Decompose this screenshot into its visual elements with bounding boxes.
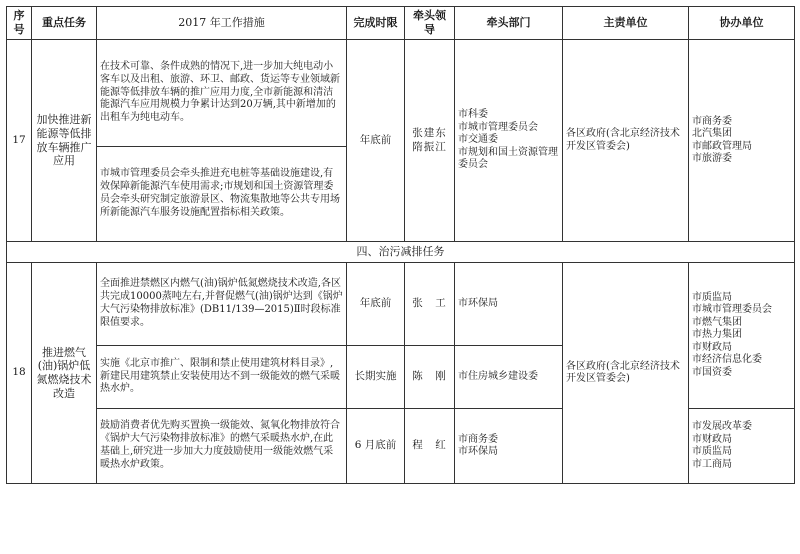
row-deadline: 年底前 (347, 263, 405, 346)
row-leader: 张建东 隋振江 (405, 40, 455, 242)
row-assist-unit: 市发展改革委 市财政局 市质监局 市工商局 (689, 409, 795, 484)
section-title: 四、治污减排任务 (7, 242, 795, 263)
row-deadline: 6 月底前 (347, 409, 405, 484)
header-seq: 序号 (7, 7, 32, 40)
header-measures: 2017 年工作措施 (97, 7, 347, 40)
header-deadline: 完成时限 (347, 7, 405, 40)
row-leader: 张 工 (405, 263, 455, 346)
row-lead-dept: 市环保局 (455, 263, 563, 346)
header-resp-unit: 主责单位 (563, 7, 689, 40)
row-deadline: 长期实施 (347, 346, 405, 409)
row-deadline: 年底前 (347, 40, 405, 242)
row-lead-dept: 市商务委 市环保局 (455, 409, 563, 484)
header-task: 重点任务 (32, 7, 97, 40)
row-task: 加快推进新能源等低排放车辆推广应用 (32, 40, 97, 242)
measure-text: 在技术可靠、条件成熟的情况下,进一步加大纯电动小客车以及出租、旅游、环卫、邮政、货运等专业领域新能源等低排放车辆的推广应用力度,全市新能源和清洁能源汽车应用规模力争累计达到20万辆,其中新增加的出租车为纯电动车。 (97, 40, 347, 147)
row-leader: 陈 刚 (405, 346, 455, 409)
header-row (7, 7, 795, 40)
measure-text: 市城市管理委员会牵头推进充电桩等基础设施建设,有效保障新能源汽车使用需求;市规划和国土资源管理委员会牵头研究制定旅游景区、物流集散地等公共专用场所新能源汽车服务设施配置指标相关政策。 (97, 147, 347, 242)
row-resp-unit: 各区政府(含北京经济技术开发区管委会) (563, 263, 689, 484)
measure-text: 实施《北京市推广、限制和禁止使用建筑材料目录》,新建民用建筑禁止安装使用达不到一级能效的燃气采暖热水炉。 (97, 346, 347, 409)
row-resp-unit: 各区政府(含北京经济技术开发区管委会) (563, 40, 689, 242)
header-assist-unit: 协办单位 (689, 7, 795, 40)
row-assist-unit: 市质监局 市城市管理委员会 市燃气集团 市热力集团 市财政局 市经济信息化委 市国资委 (689, 263, 795, 409)
row-task: 推进燃气(油)锅炉低氮燃烧技术改造 (32, 263, 97, 484)
measure-text: 全面推进禁燃区内燃气(油)锅炉低氮燃烧技术改造,各区共完成10000蒸吨左右,并督促燃气(油)锅炉达到《锅炉大气污染物排放标准》(DB11/139—2015)Ⅱ时段标准限值要求。 (97, 263, 347, 346)
work-measures-table (6, 6, 795, 484)
table-row (7, 263, 795, 346)
row-assist-unit: 市商务委 北汽集团 市邮政管理局 市旅游委 (689, 40, 795, 242)
row-lead-dept: 市住房城乡建设委 (455, 346, 563, 409)
header-lead-dept: 牵头部门 (455, 7, 563, 40)
row-leader: 程 红 (405, 409, 455, 484)
table-row (7, 40, 795, 147)
section-row (7, 242, 795, 263)
row-seq: 18 (7, 263, 32, 484)
row-seq: 17 (7, 40, 32, 242)
header-leader: 牵头领导 (405, 7, 455, 40)
row-lead-dept: 市科委 市城市管理委员会 市交通委 市规划和国土资源管理委员会 (455, 40, 563, 242)
measure-text: 鼓励消费者优先购买置换一级能效、氮氧化物排放符合《锅炉大气污染物排放标准》的燃气采暖热水炉,在此基础上,研究进一步加大力度鼓励使用一级能效燃气采暖热水炉政策。 (97, 409, 347, 484)
